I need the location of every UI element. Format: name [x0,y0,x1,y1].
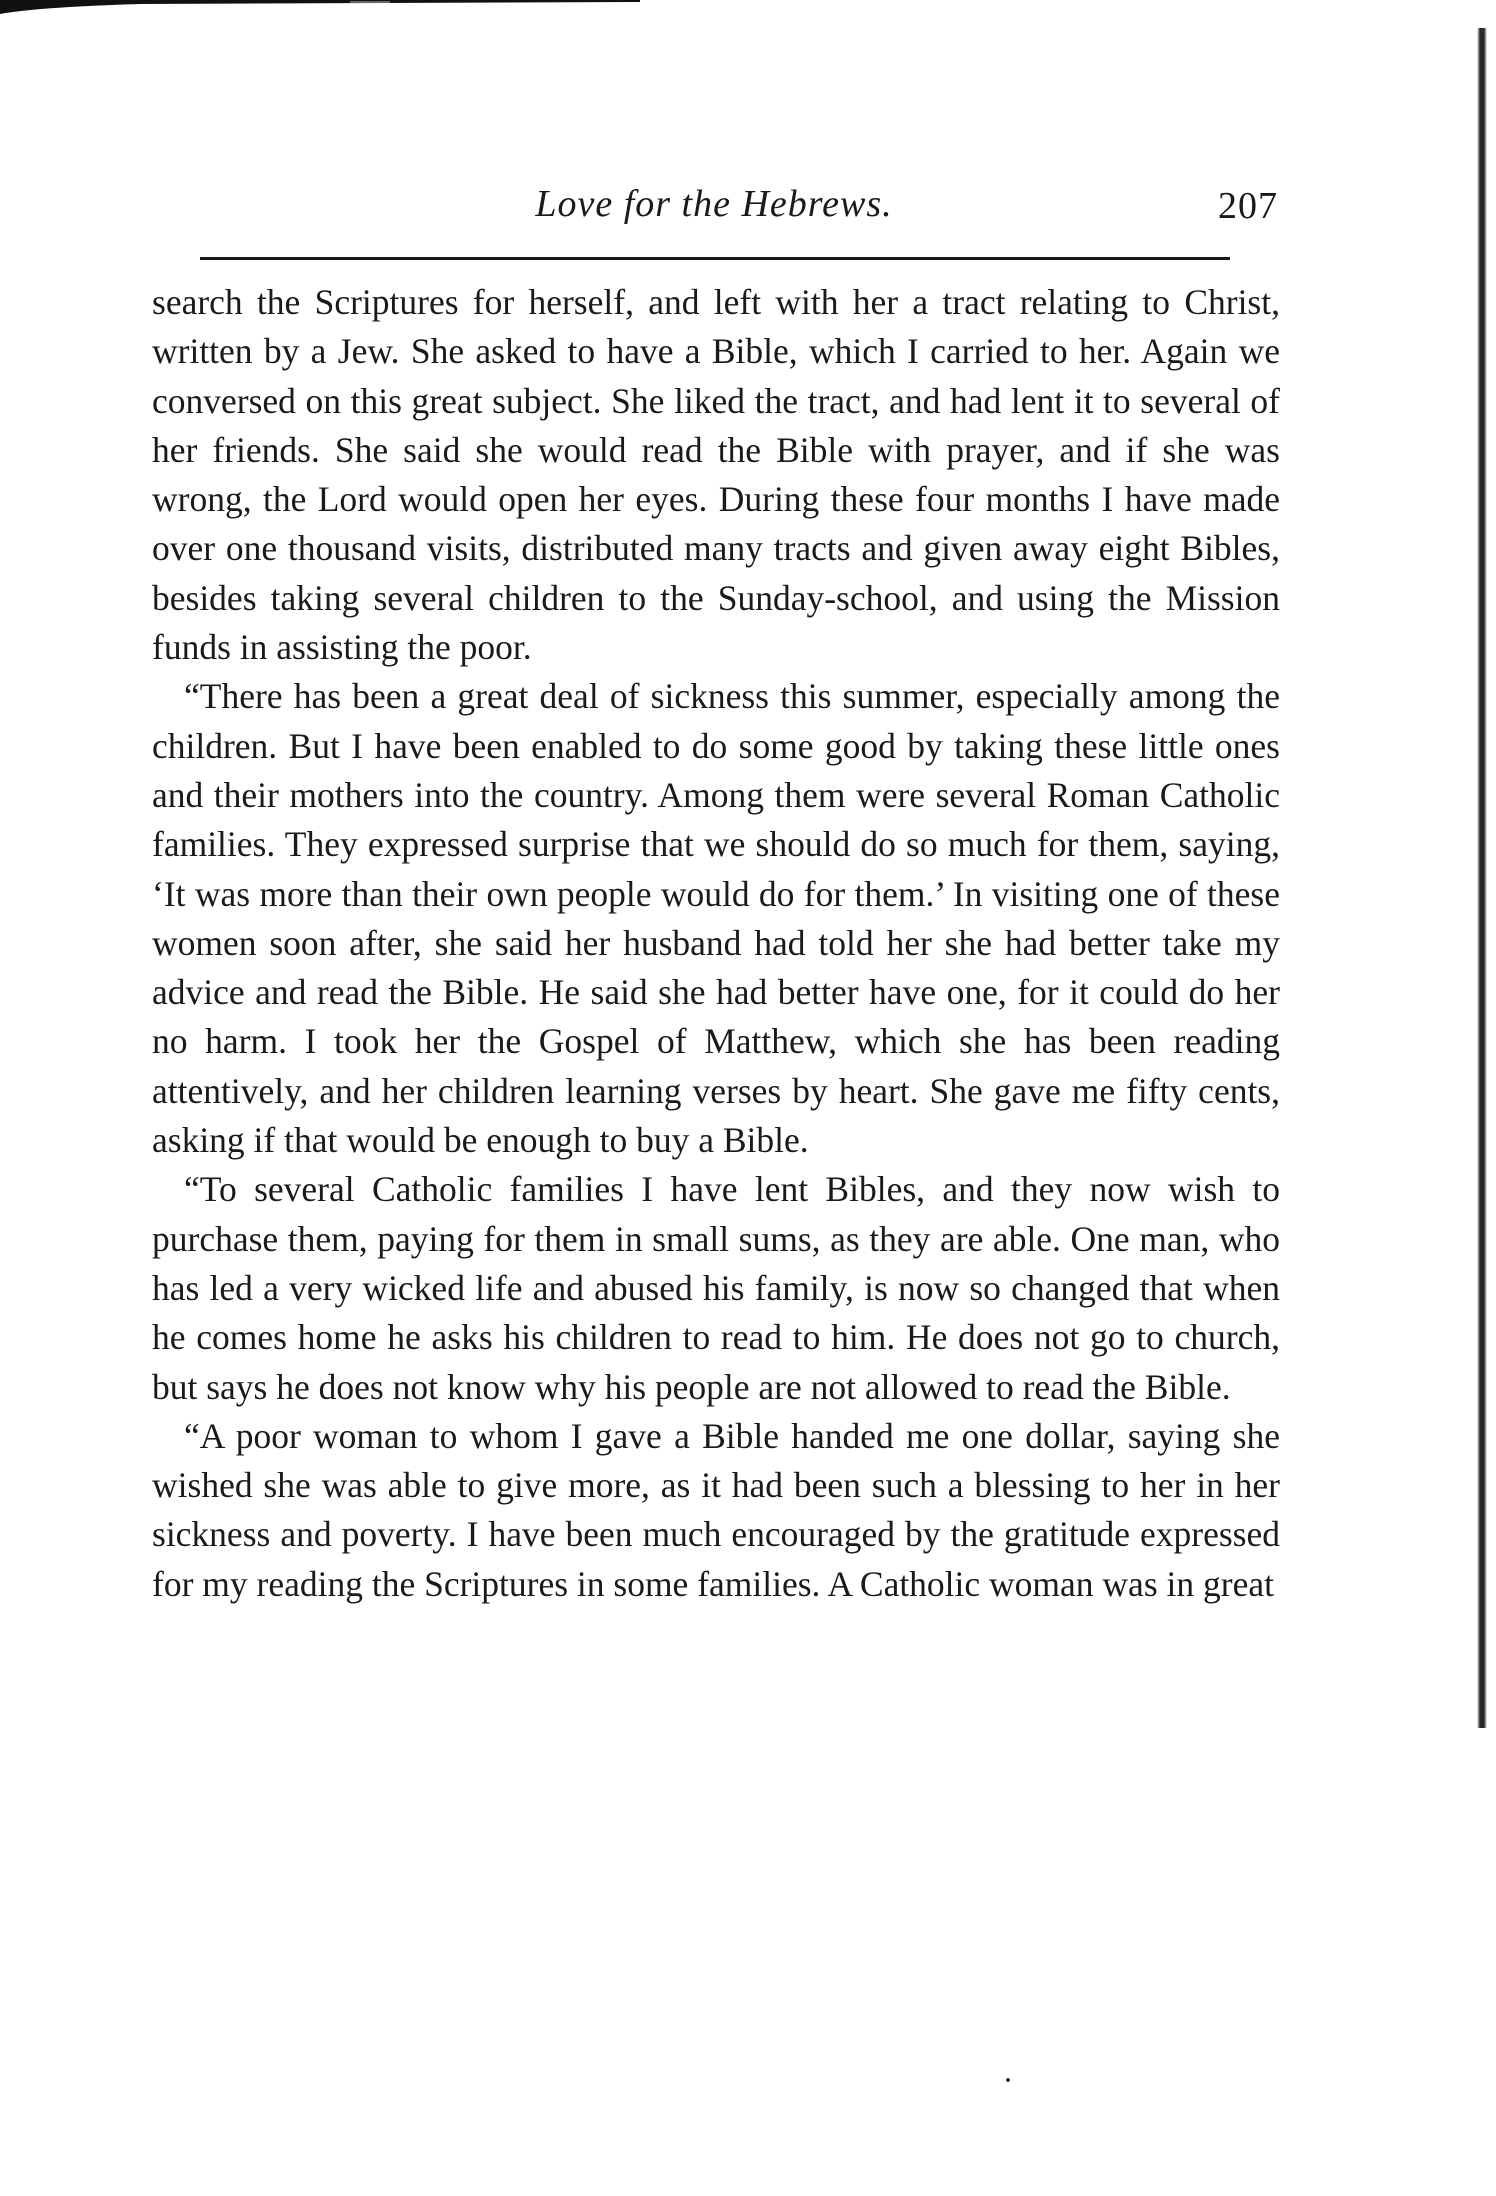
running-title: Love for the Hebrews. [535,183,893,225]
paragraph: “A poor woman to whom I gave a Bible handed me one dollar, saying she wished she was able to give more, as it had been such a blessing to her in her sickness and poverty. I have been much encouraged by the gratitude expressed for my reading the Scriptures in some families. A Catholic woman was in great [152,1415,1280,1604]
scan-binding-shadow [1477,28,1489,1728]
running-head [150,182,1278,238]
header-rule [200,257,1230,260]
body-text [152,278,1280,1609]
paragraph: search the Scriptures for herself, and left with her a tract relating to Christ, written by a Jew. She asked to have a Bible, which I carried to her. Again we conversed on this great subject. She liked the tract, and had lent it to several of her friends. She said she would read the Bible with prayer, and if she was wrong, the Lord would open her eyes. During these four months I have made over one thousand visits, distributed many tracts and given away eight Bibles, besides taking several children to the Sunday-school, and using the Mission funds in assisting the poor. [152,282,1280,668]
page-number: 207 [1218,185,1278,227]
ink-speck [1006,2078,1010,2082]
paragraph: “There has been a great deal of sickness this summer, especially among the children. But I have been enabled to do some good by taking these little ones and their mothers into the country. Among them were several Roman Catholic families. They expressed surprise that we should do so much for them, saying, ‘It was more than their own people would do for them.’ In visiting one of these women soon after, she said her husband had told her she had better take my advice and read the Bible. He said she had better have one, for it could do her no harm. I took her the Gospel of Matthew, which she has been reading attentively, and her children learning verses by heart. She gave me fifty cents, asking if that would be enough to buy a Bible. [152,676,1280,1161]
scan-edge-mark [0,0,640,14]
paragraph: “To several Catholic families I have lent Bibles, and they now wish to purchase them, paying for them in small sums, as they are able. One man, who has led a very wicked life and abused his family, is now so changed that when he comes home he asks his children to read to him. He does not go to church, but says he does not know why his people are not allowed to read the Bible. [152,1169,1280,1407]
